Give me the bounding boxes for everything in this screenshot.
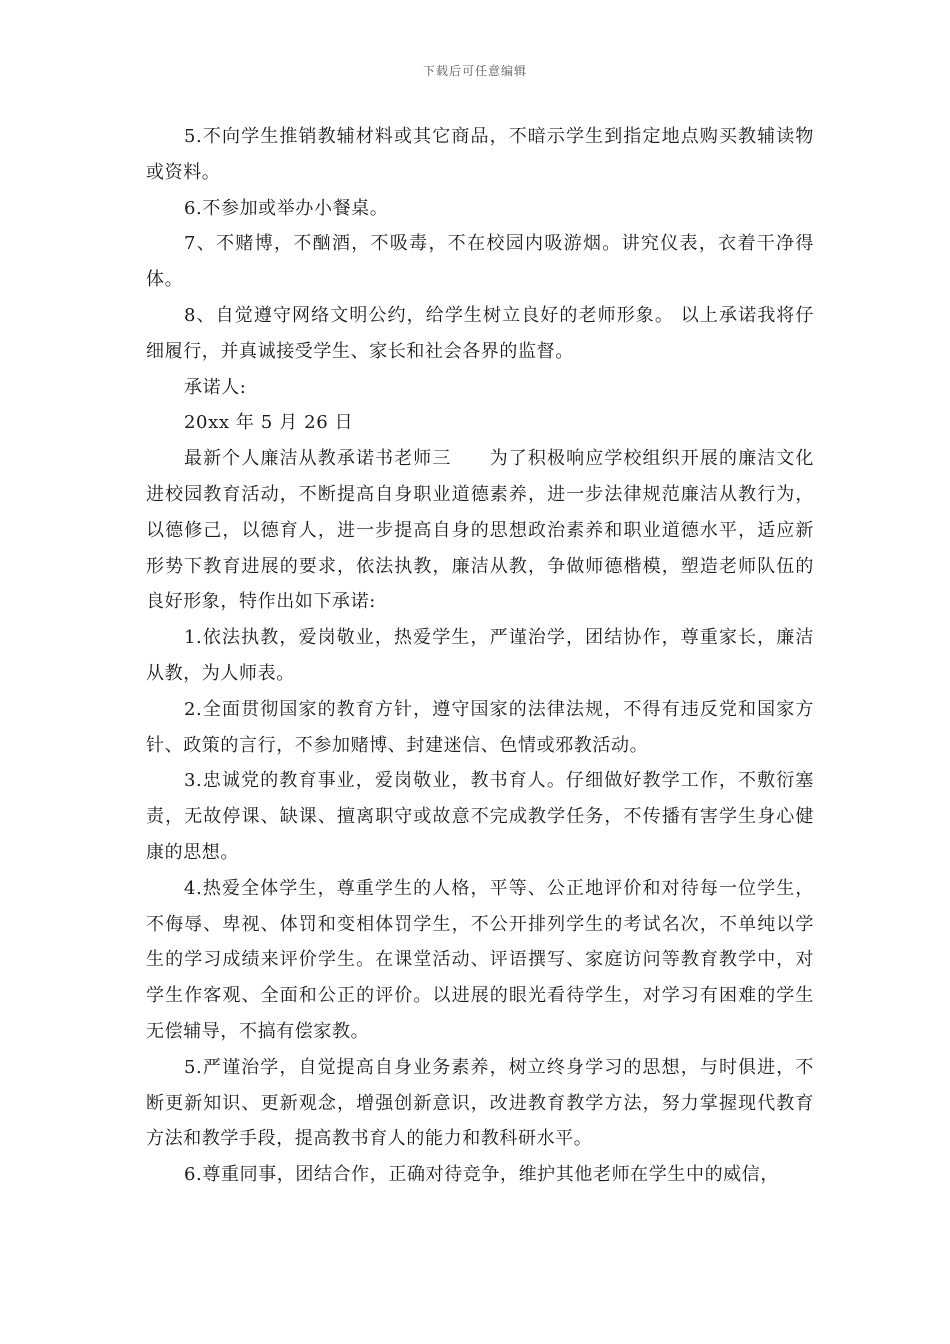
paragraph: 2.全面贯彻国家的教育方针，遵守国家的法律法规，不得有违反党和国家方针、政策的言行，不参加赌博、封建迷信、色情或邪教活动。 <box>146 698 814 756</box>
paragraph: 8、自觉遵守网络文明公约，给学生树立良好的老师形象。 以上承诺我将仔细履行，并真诚接受学生、家长和社会各界的监督。 <box>146 304 814 362</box>
paragraph: 1.依法执教，爱岗敬业，热爱学生，严谨治学，团结协作，尊重家长，廉洁从教，为人师表。 <box>146 627 814 684</box>
paragraph: 4.热爱全体学生，尊重学生的人格，平等、公正地评价和对待每一位学生，不侮辱、卑视、体罚和变相体罚学生，不公开排列学生的考试名次，不单纯以学生的学习成绩来评价学生。在课堂活动、评语撰写、家庭访问等教育教学中，对学生作客观、全面和公正的评价。以进展的眼光看待学生，对学习有困难的学生无偿辅导，不搞有偿家教。 <box>146 877 814 1042</box>
page-header: 下载后可任意编辑 <box>422 64 527 78</box>
paragraph: 6.不参加或举办小餐桌。 <box>184 197 389 219</box>
paragraph: 6.尊重同事，团结合作，正确对待竞争，维护其他老师在学生中的威信， <box>184 1164 779 1186</box>
paragraph: 最新个人廉洁从教承诺书老师三 为了积极响应学校组织开展的廉洁文化进校园教育活动，不断提高自身职业道德素养，进一步法律规范廉洁从教行为，以德修己，以德育人，进一步提高自身的思想政治素养和职业道德水平，适应新形势下教育进展的要求，依法执教，廉洁从教，争做师德楷模，塑造老师队伍的良好形象，特作出如下承诺: <box>146 448 814 613</box>
date-line: 20xx 年 5 月 26 日 <box>184 412 354 434</box>
paragraph: 7、不赌博，不酗酒，不吸毒，不在校园内吸游烟。讲究仪表，衣着干净得体。 <box>146 233 814 291</box>
paragraph: 3.忠诚党的教育事业，爱岗敬业，教书育人。仔细做好教学工作，不敷衍塞责，无故停课、缺课、擅离职守或故意不完成教学任务，不传播有害学生身心健康的思想。 <box>146 770 814 863</box>
document-body <box>146 119 814 1193</box>
signature-label: 承诺人: <box>184 376 247 398</box>
paragraph: 5.不向学生推销教辅材料或其它商品，不暗示学生到指定地点购买教辅读物或资料。 <box>146 126 814 183</box>
paragraph: 5.严谨治学，自觉提高自身业务素养，树立终身学习的思想，与时俱进，不断更新知识、更新观念，增强创新意识，改进教育教学方法，努力掌握现代教育方法和教学手段，提高教书育人的能力和教科研水平。 <box>146 1056 814 1150</box>
